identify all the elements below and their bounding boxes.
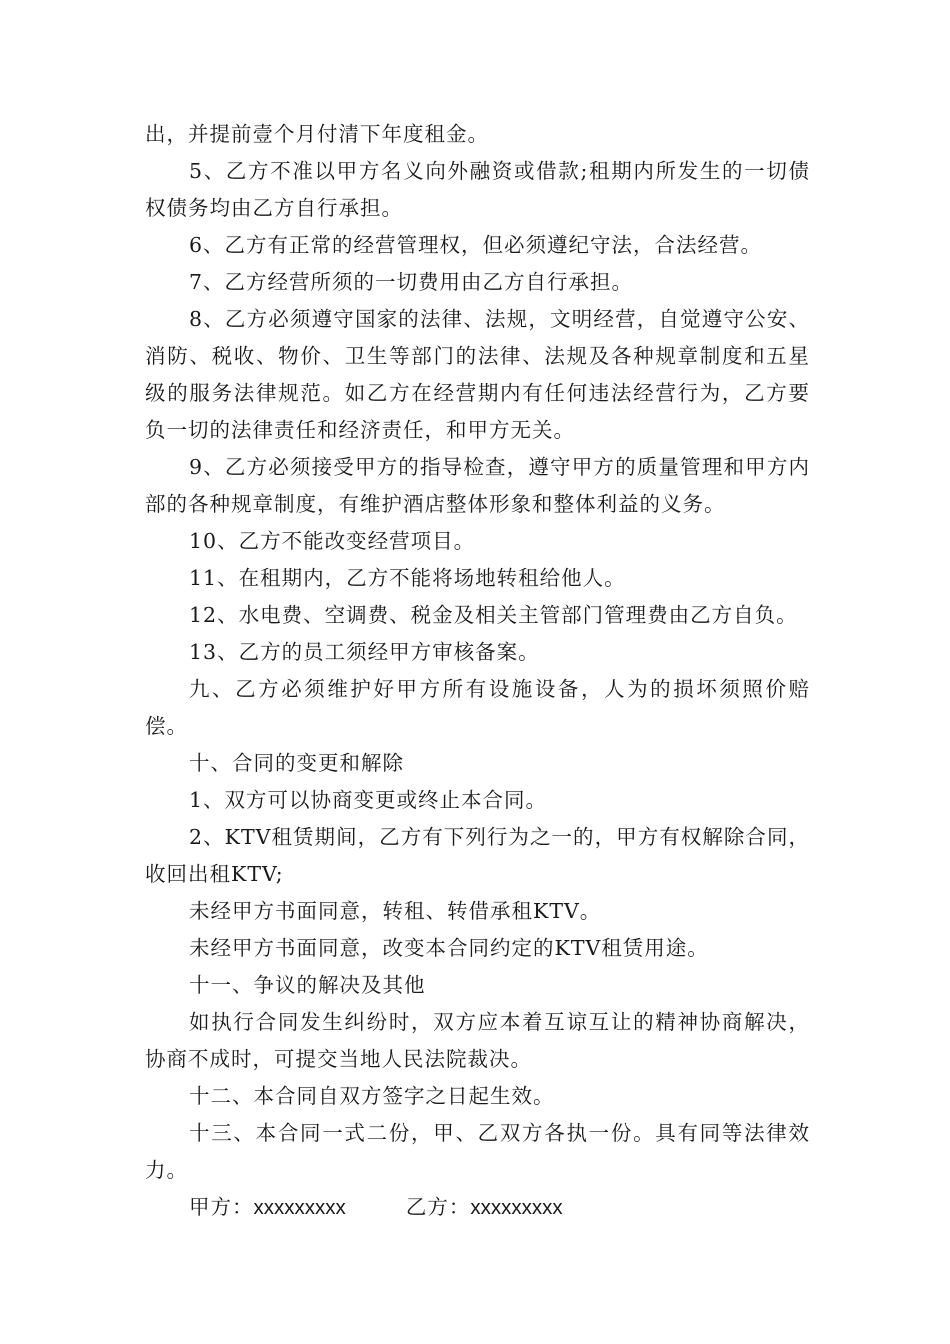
contract-paragraph: 未经甲方书面同意，转租、转借承租KTV。: [189, 899, 602, 923]
contract-paragraph: 十二、本合同自双方签字之日起生效。: [189, 1084, 555, 1108]
contract-paragraph: 11、在租期内，乙方不能将场地转租给他人。: [189, 566, 626, 590]
contract-paragraph: 未经甲方书面同意，改变本合同约定的KTV租赁用途。: [189, 936, 709, 960]
party-a-label: 甲方：: [189, 1195, 254, 1219]
party-b-label: 乙方：: [405, 1195, 471, 1219]
contract-paragraph: 7、乙方经营所须的一切费用由乙方自行承担。: [189, 270, 634, 294]
contract-paragraph: 5、乙方不准以甲方名义向外融资或借款;租期内所发生的一切债权债务均由乙方自行承担。: [145, 159, 810, 220]
contract-paragraph: 十三、本合同一式二份，甲、乙双方各执一份。具有同等法律效力。: [145, 1121, 810, 1182]
contract-paragraph: 10、乙方不能改变经营项目。: [189, 529, 476, 553]
contract-paragraph: 1、双方可以协商变更或终止本合同。: [189, 788, 548, 812]
contract-paragraph: 9、乙方必须接受甲方的指导检查，遵守甲方的质量管理和甲方内部的各种规章制度，有维护酒店整体形象和整体利益的义务。: [145, 455, 810, 516]
contract-paragraph: 出，并提前壹个月付清下年度租金。: [145, 122, 489, 146]
party-b-value: xxxxxxxxx: [470, 1196, 563, 1219]
party-a-value: xxxxxxxxx: [253, 1196, 346, 1219]
contract-paragraph: 2、KTV租赁期间，乙方有下列行为之一的，甲方有权解除合同，收回出租KTV;: [145, 825, 810, 886]
document-page: [145, 116, 810, 1226]
contract-paragraph: 13、乙方的员工须经甲方审核备案。: [189, 640, 540, 664]
contract-paragraph: 十一、争议的解决及其他: [189, 973, 426, 997]
contract-paragraph: 8、乙方必须遵守国家的法律、法规，文明经营，自觉遵守公安、消防、税收、物价、卫生等部门的法律、法规及各种规章制度和五星级的服务法律规范。如乙方在经营期内有任何违法经营行为，乙方要负一切的法律责任和经济责任，和甲方无关。: [145, 307, 810, 442]
contract-paragraph: 6、乙方有正常的经营管理权，但必须遵纪守法，合法经营。: [189, 233, 763, 257]
contract-paragraph: 如执行合同发生纠纷时，双方应本着互谅互让的精神协商解决，协商不成时，可提交当地人民法院裁决。: [145, 1010, 810, 1071]
signature-line: [145, 1189, 810, 1226]
contract-paragraph: 十、合同的变更和解除: [189, 751, 404, 775]
contract-paragraph: 12、水电费、空调费、税金及相关主管部门管理费由乙方自负。: [189, 603, 798, 627]
contract-paragraph: 九、乙方必须维护好甲方所有设施设备，人为的损坏须照价赔偿。: [145, 677, 810, 738]
contract-body: [145, 116, 810, 1189]
